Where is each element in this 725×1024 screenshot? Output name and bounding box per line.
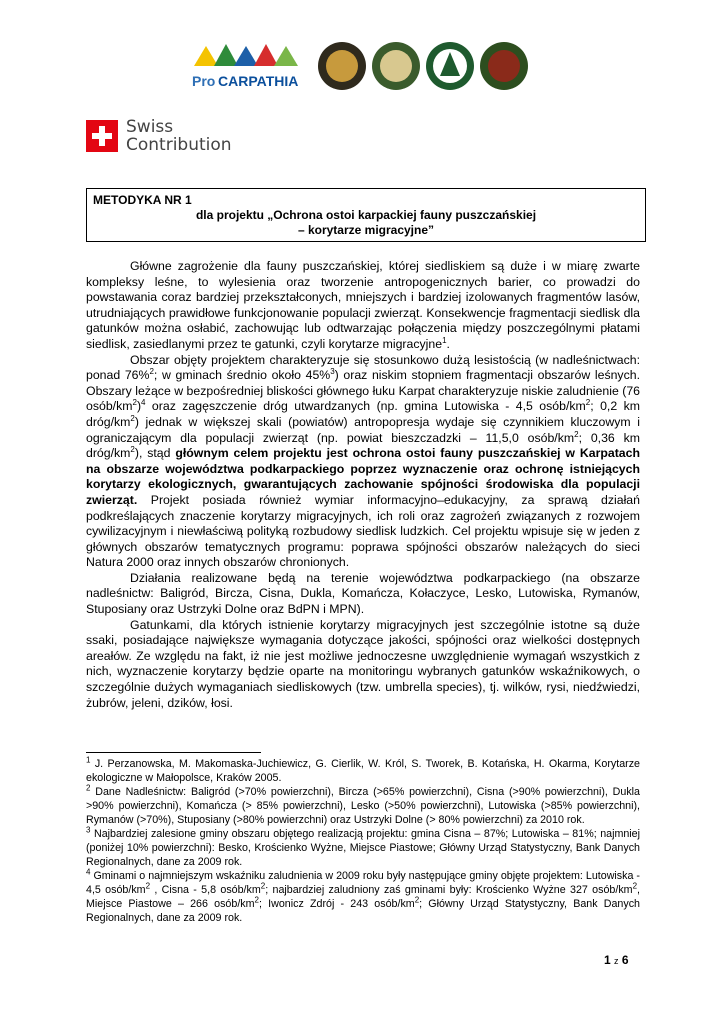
footnote-text: Dane Nadleśnictw: Baligród (>70% powierzchni), Bircza (>65% powierzchni), Cisna (>90% powierzchni), Dukla >90% powierzchni), Komańcza (> 85% powierzchni), Lesko (>50% powierzchni), Lutowiska (>85% powierzchni), Rymanów (>70%), Stuposiany (>80% powierzchni) oraz Ustrzyki Dolne (> 80% powierzchni) za 2010 rok.	[86, 786, 640, 826]
superscript: 2	[132, 398, 137, 408]
paragraph-1: Główne zagrożenie dla fauny puszczańskiej, której siedliskiem są duże i w miarę zwarte kompleksy leśne, to wylesienia oraz tworzenie antropogenicznych barier, co prowadzi do powstawania coraz bardziej przekształconych, mniejszych i bardziej izolowanych fragmentów lasów, utrudniających prawidłowe funkcjonowanie populacji zwierząt. Konsekwencje fragmentacji siedlisk dla gatunków można osłabić, zachowując lub odtwarzając połączenia między poszczególnymi płatami siedlisk, zasiedlanymi przez te gatunki, czyli korytarze migracyjne$^1$.	[86, 259, 640, 351]
footnote-text: Gminami o najmniejszym wskaźniku zaludnienia w 2009 roku były następujące gminy objęte projektem: Lutowiska - 4,5 osób/km	[86, 870, 640, 896]
p2-text: ) oraz niskim stopniem fragmentacji obszarów leśnych. Obszary leżące w bezpośredniej bliskości głównego łuku Karpat charakteryzuje niskie zaludnienie (76 osób/km	[86, 368, 640, 414]
footnote-2	[86, 785, 640, 827]
page-total: 6	[621, 953, 629, 967]
footnote-1	[86, 757, 640, 785]
footnote-text: ; najbardziej zaludniony zaś gminami były: Krościenko Wyżne 327 osób/km	[265, 884, 633, 896]
swiss-line1: Swiss	[126, 117, 174, 137]
page-number	[604, 953, 629, 967]
footnote-num: 2	[86, 783, 91, 793]
superscript: 2	[585, 398, 591, 408]
footnote-4	[86, 869, 640, 925]
superscript: 2	[574, 429, 579, 439]
doc-title: METODYKA NR 1	[93, 193, 192, 207]
footnote-ref: 1	[442, 335, 447, 345]
superscript: 2	[414, 895, 420, 905]
superscript: 2	[130, 445, 135, 455]
footnote-text: J. Perzanowska, M. Makomaska-Juchiewicz, G. Cierlik, W. Król, S. Tworek, B. Kotańska, H. Okarma, Korytarze ekologiczne w Małopolsce, Kraków 2005.	[86, 758, 640, 784]
superscript: 2	[260, 881, 266, 891]
footnote-text: Najbardziej zalesione gminy obszaru objętego realizacją projektu: gmina Cisna – 87%; Lutowiska – 81%; najmniej (poniżej 10% powierzchni): Besko, Krościenko Wyżne, Miejsce Piastowe; Główny Urząd Statystyczny, Bank Danych Regionalnych, dane za 2009 rok.	[86, 828, 640, 868]
p1-text: Główne zagrożenie dla fauny puszczańskiej, której siedliskiem są duże i w miarę zwarte kompleksy leśne, to wylesienia oraz tworzenie antropogenicznych barier, co prowadzi do powstawania coraz bardziej przekształconych, mniejszych i bardziej izolowanych fragmentów lasów, utrudniających prawidłowe funkcjonowanie populacji zwierząt. Konsekwencje fragmentacji siedlisk dla gatunków można osłabić, zachowując lub odtwarzając połączenia między poszczególnymi płatami siedlisk, zasiedlanymi przez te gatunki, czyli korytarze migracyjne	[86, 259, 640, 351]
paragraph-3: Działania realizowane będą na terenie województwa podkarpackiego (na obszarze nadleśnictw: Baligród, Bircza, Cisna, Dukla, Komańcza, Kołaczyce, Lesko, Lutowiska, Rymanów, Stuposiany oraz Ustrzyki Dolne oraz BdPN i MPN).	[86, 570, 640, 617]
svg-text:Pro: Pro	[192, 73, 216, 89]
swiss-contribution-logo	[86, 118, 232, 154]
swiss-flag-icon	[86, 120, 118, 152]
footnote-ref: 3	[330, 367, 335, 377]
footnote-text: , Cisna - 5,8 osób/km	[150, 884, 261, 896]
park-logo-2	[372, 42, 420, 90]
p2-text: oraz zagęszczenie dróg utwardzanych (np. gmina Lutowiska - 4,5 osób/km	[145, 399, 586, 414]
page-sep: z	[614, 956, 619, 966]
hunting-logo	[480, 42, 528, 90]
paragraph-2	[86, 353, 640, 571]
p2-text: ; 0,2 km dróg/km	[86, 399, 640, 429]
footnote-ref: 2	[149, 367, 154, 377]
p2-text: ), stąd	[134, 446, 176, 461]
p2-text: Projekt posiada również wymiar informacyjno–edukacyjny, za sprawą działań podkreślających znaczenie korytarzy migracyjnych, ich roli oraz zagrożeń związanych z rozwojem cywilizacyjnym i niewłaściwą polityką rozbudowy siedlisk ludzkich. Cel projektu wpisuje się w jeden z głównych obszarów tematycznych programu: poprawa spójności obszarów należących do sieci Natura 2000 oraz innych obszarów chronionych.	[86, 492, 640, 570]
footnote-num: 4	[86, 867, 91, 877]
paragraph-4: Gatunkami, dla których istnienie korytarzy migracyjnych jest szczególnie istotne są duże ssaki, posiadające największe wymagania dotyczące jakości, spójności oraz wielkości dostępnych areałów. Ze względu na fakt, iż nie jest możliwe jednoczesne uwzględnienie wymagań wszystkich z nich, wyznaczenie korytarzy będzie oparte na monitoringu wybranych gatunków wskaźnikowych, o szczególnie dużych wymaganiach siedliskowych (tzw. umbrella species), tj. wilków, rysi, niedźwiedzi, żubrów, jeleni, dzików, łosi.	[86, 617, 640, 710]
partner-logos	[184, 38, 544, 98]
superscript: 2	[254, 895, 259, 905]
footnote-text: , Miejsce Piastowe – 266 osób/km	[86, 884, 640, 910]
page-current: 1	[604, 953, 611, 967]
superscript: 2	[145, 881, 151, 891]
footnote-text: ; Iwonicz Zdrój - 243 osób/km	[258, 898, 415, 910]
p2-text: ; w gminach średnio około 45%	[153, 368, 331, 383]
p2-text: ) jednak w większej skali (powiatów) antropopresja wydaje się czynnikiem kluczowym i ograniczającym dla populacji zwierząt (np. powiat bieszczadzki – 11,5,0 osób/km	[86, 414, 640, 445]
title-box	[86, 188, 646, 242]
superscript: 2	[130, 413, 135, 423]
footnote-num: 3	[86, 825, 91, 835]
svg-text:CARPATHIA: CARPATHIA	[218, 73, 299, 89]
lasy-panstwowe-logo	[426, 42, 474, 90]
footnote-3	[86, 827, 640, 869]
procarpathia-logo	[192, 44, 298, 89]
footnote-text: ; Główny Urząd Statystyczny, Bank Danych Regionalnych, dane za 2009 rok.	[86, 898, 640, 924]
p2-text: )	[136, 399, 142, 414]
footnote-separator	[86, 752, 261, 753]
swiss-line2: Contribution	[126, 135, 232, 155]
park-logo-1	[318, 42, 366, 90]
superscript: 2	[632, 881, 638, 891]
p2-text: ; 0,36 km dróg/km	[86, 430, 640, 461]
footnote-num: 1	[86, 755, 91, 765]
project-title-line2: – korytarze migracyjne”	[297, 223, 435, 237]
footnotes	[86, 757, 640, 925]
p2-text: Obszar objęty projektem charakteryzuje się stosunkowo dużą lesistością (w nadleśnictwach: ponad 76%	[86, 352, 640, 383]
document-body	[86, 251, 640, 711]
project-title-line1: dla projektu „Ochrona ostoi karpackiej fauny puszczańskiej	[195, 208, 537, 222]
footnote-ref: 4	[141, 398, 146, 408]
p2-bold-goal: głównym celem projektu jest ochrona ostoi fauny puszczańskiej w Karpatach na obszarze województwa podkarpackiego poprzez wyznaczenie oraz ochronę istniejących korytarzy ekologicznych, gwarantujących zachowanie spójności środowiska dla populacji zwierząt.	[86, 446, 640, 507]
